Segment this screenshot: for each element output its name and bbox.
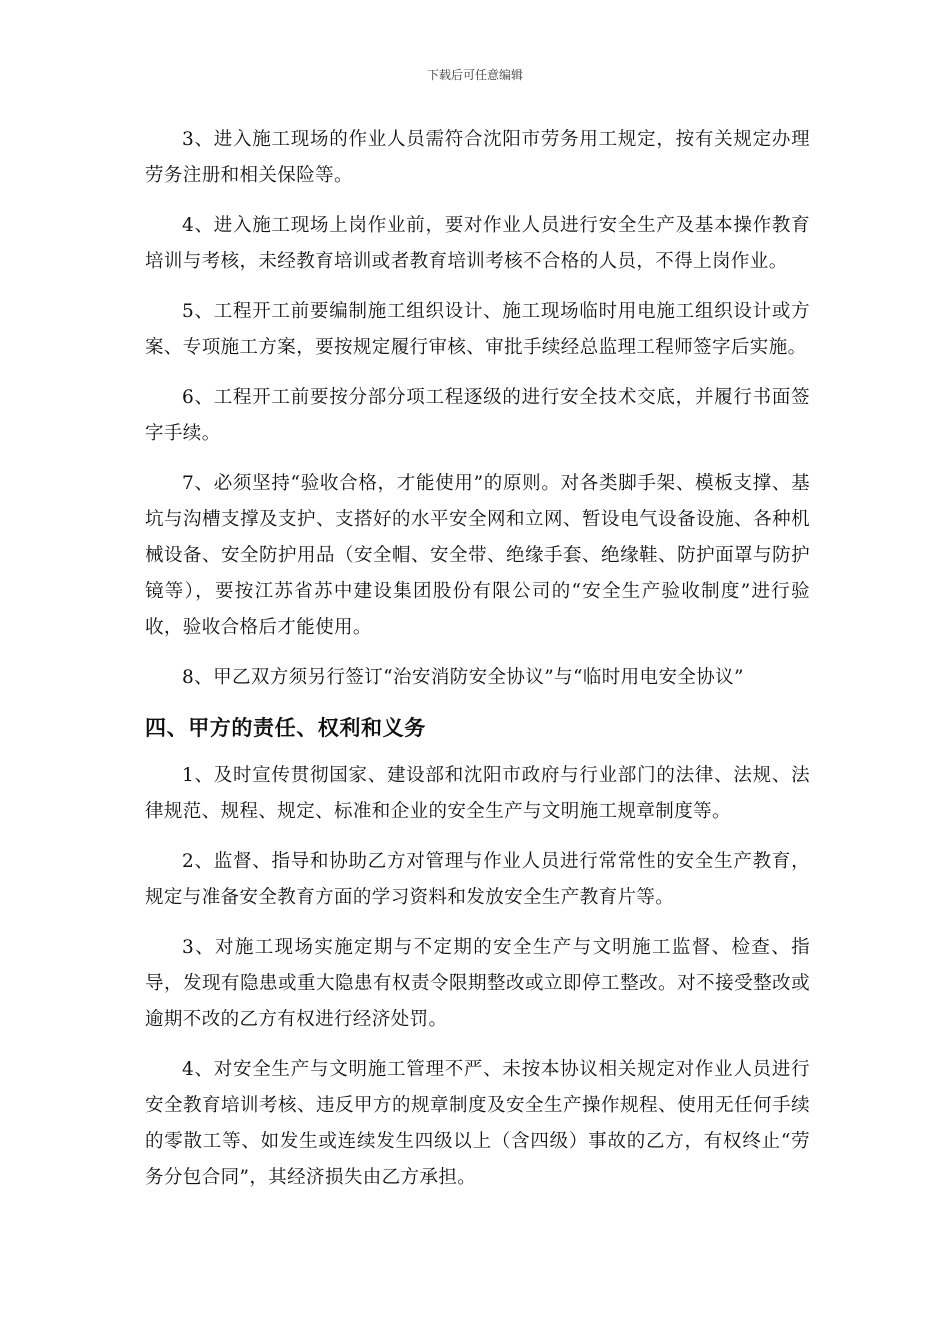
clause-4: 4、进入施工现场上岗作业前，要对作业人员进行安全生产及基本操作教育培训与考核，未经教育培训或者教育培训考核不合格的人员，不得上岗作业。	[145, 215, 810, 272]
section-heading: 四、甲方的责任、权利和义务	[145, 716, 426, 740]
party-a-clause-2: 2、监督、指导和协助乙方对管理与作业人员进行常常性的安全生产教育，规定与准备安全教育方面的学习资料和发放安全生产教育片等。	[145, 851, 810, 908]
header-note: 下载后可任意编辑	[426, 68, 523, 82]
document-body	[145, 122, 810, 1210]
clause-8: 8、甲乙双方须另行签订“治安消防安全协议”与“临时用电安全协议”	[182, 667, 744, 688]
clause-6: 6、工程开工前要按分部分项工程逐级的进行安全技术交底，并履行书面签字手续。	[145, 387, 810, 444]
party-a-clause-4: 4、对安全生产与文明施工管理不严、未按本协议相关规定对作业人员进行安全教育培训考核、违反甲方的规章制度及安全生产操作规程、使用无任何手续的零散工等、如发生或连续发生四级以上（含四级）事故的乙方，有权终止“劳务分包合同”，其经济损失由乙方承担。	[145, 1059, 810, 1188]
clause-3: 3、进入施工现场的作业人员需符合沈阳市劳务用工规定，按有关规定办理劳务注册和相关保险等。	[145, 129, 810, 186]
party-a-clause-3: 3、对施工现场实施定期与不定期的安全生产与文明施工监督、检查、指导，发现有隐患或重大隐患有权责令限期整改或立即停工整改。对不接受整改或逾期不改的乙方有权进行经济处罚。	[145, 937, 810, 1030]
clause-7: 7、必须坚持“验收合格，才能使用”的原则。对各类脚手架、模板支撑、基坑与沟槽支撑及支护、支搭好的水平安全网和立网、暂设电气设备设施、各种机械设备、安全防护用品（安全帽、安全带、绝缘手套、绝缘鞋、防护面罩与防护镜等），要按江苏省苏中建设集团股份有限公司的“安全生产验收制度”进行验收，验收合格后才能使用。	[145, 473, 810, 638]
party-a-clause-1: 1、及时宣传贯彻国家、建设部和沈阳市政府与行业部门的法律、法规、法律规范、规程、规定、标准和企业的安全生产与文明施工规章制度等。	[145, 765, 810, 822]
clause-5: 5、工程开工前要编制施工组织设计、施工现场临时用电施工组织设计或方案、专项施工方案，要按规定履行审核、审批手续经总监理工程师签字后实施。	[145, 301, 810, 358]
